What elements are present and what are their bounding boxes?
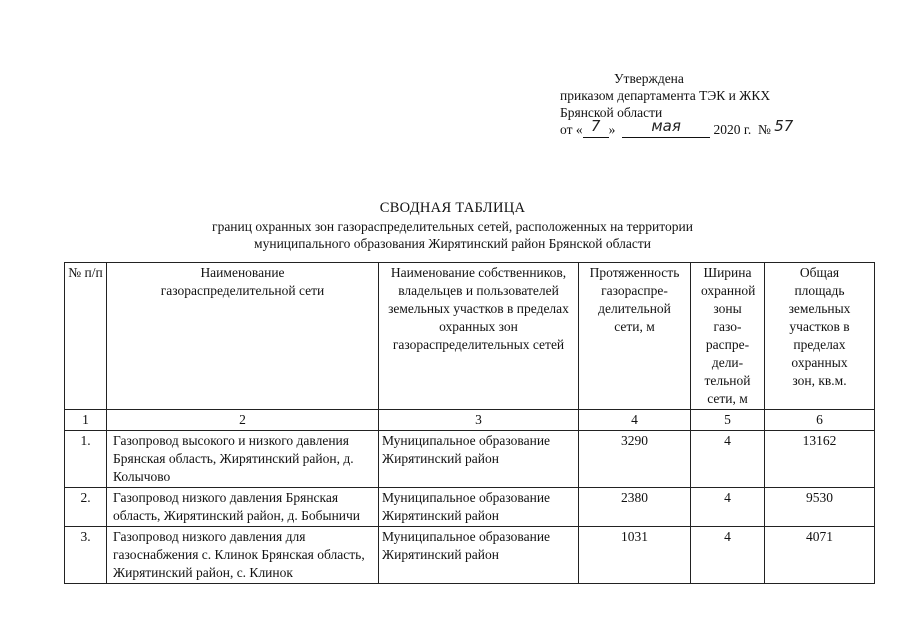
zone-width: 4 (691, 488, 765, 527)
header-cell: № п/п (65, 263, 107, 410)
zone-area: 13162 (765, 431, 875, 488)
owner-name: Муниципальное образование Жирятинский район (379, 488, 579, 527)
row-number: 2. (65, 488, 107, 527)
date-prefix: от « (560, 122, 583, 137)
approval-date-line (560, 117, 794, 138)
day-blank (583, 117, 609, 138)
network-name: Газопровод высокого и низкого давления Брянская область, Жирятинский район, д. Колычово (107, 431, 379, 488)
title-line-3: муниципального образования Жирятинский район Брянской области (254, 236, 651, 251)
number-prefix: № (758, 122, 771, 137)
header-row (65, 263, 875, 410)
table-row (65, 527, 875, 584)
owner-name: Муниципальное образование Жирятинский район (379, 527, 579, 584)
network-length: 3290 (579, 431, 691, 488)
network-length: 2380 (579, 488, 691, 527)
column-number-row (65, 410, 875, 431)
network-length: 1031 (579, 527, 691, 584)
table-row (65, 488, 875, 527)
network-name: Газопровод низкого давления для газоснабжения с. Клинок Брянская область, Жирятинский район, с. Клинок (107, 527, 379, 584)
table-row (65, 431, 875, 488)
approval-line-2: приказом департамента ТЭК и ЖКХ (560, 88, 771, 103)
title-line-1: СВОДНАЯ ТАБЛИЦА (379, 200, 526, 216)
column-number: 3 (379, 410, 579, 431)
header-cell: Наименование собственников, владельцев и пользователей земельных участков в пределах охранных зон газораспределительных сетей (379, 263, 579, 410)
header-cell: Протяженность газораспре-делительной сети, м (579, 263, 691, 410)
owner-name: Муниципальное образование Жирятинский район (379, 431, 579, 488)
header-cell: Ширина охранной зоны газо-распре-дели-тельной сети, м (691, 263, 765, 410)
approval-line-1: Утверждена (614, 71, 684, 86)
column-number: 4 (579, 410, 691, 431)
handwritten-day: 7 (590, 117, 601, 135)
zone-area: 9530 (765, 488, 875, 527)
zone-width: 4 (691, 431, 765, 488)
handwritten-month: мая (651, 117, 681, 135)
column-number: 5 (691, 410, 765, 431)
date-year: 2020 г. (713, 122, 752, 137)
title-line-2: границ охранных зон газораспределительных сетей, расположенных на территории (212, 218, 693, 234)
summary-table (64, 262, 875, 584)
month-blank (622, 117, 710, 138)
zone-area: 4071 (765, 527, 875, 584)
document-title (0, 200, 905, 253)
approval-line-3: Брянской области (560, 105, 663, 120)
row-number: 1. (65, 431, 107, 488)
handwritten-number: 57 (774, 117, 794, 135)
row-number: 3. (65, 527, 107, 584)
header-cell: Общая площадь земельных участков в пределах охранных зон, кв.м. (765, 263, 875, 410)
date-separator: » (608, 122, 616, 137)
number-blank (774, 117, 794, 137)
column-number: 6 (765, 410, 875, 431)
network-name: Газопровод низкого давления Брянская область, Жирятинский район, д. Бобыничи (107, 488, 379, 527)
column-number: 2 (107, 410, 379, 431)
header-cell: Наименование газораспределительной сети (107, 263, 379, 410)
approval-stamp (560, 70, 793, 138)
column-number: 1 (65, 410, 107, 431)
zone-width: 4 (691, 527, 765, 584)
